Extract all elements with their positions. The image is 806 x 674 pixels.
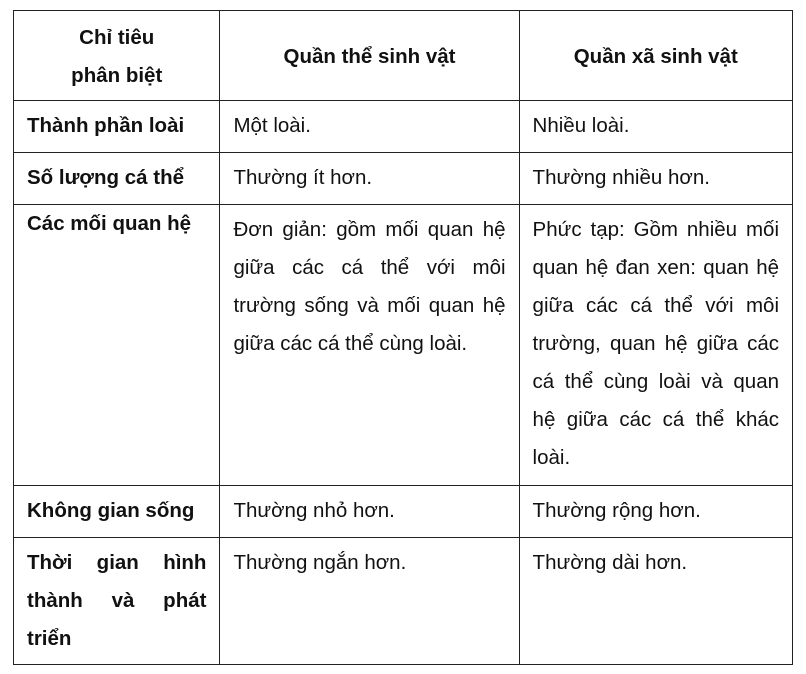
row-community-text: Thường nhiều hơn. (532, 166, 710, 189)
row-community-text: Thường dài hơn. (532, 551, 688, 574)
row-community (519, 153, 792, 205)
table-row (14, 538, 793, 665)
header-row (14, 11, 793, 101)
comparison-table (13, 10, 793, 665)
row-community (519, 101, 792, 153)
header-criteria (14, 11, 220, 101)
row-population (220, 486, 519, 538)
row-population-text: Thường ít hơn. (233, 166, 373, 189)
row-community (519, 486, 792, 538)
row-community-text: Phức tạp: Gồm nhiều mối quan hệ đan xen: quan hệ giữa các cá thể với môi trường, quan hệ giữa các cá thể cùng loài và quan hệ giữa các cá thể khác loài. (532, 218, 779, 469)
row-criterion (14, 486, 220, 538)
header-criteria-line1: Chỉ tiêu (79, 25, 155, 49)
row-community-text: Thường rộng hơn. (532, 499, 701, 522)
row-criterion-text: Thành phần loài (27, 114, 185, 137)
row-criterion-text: Số lượng cá thể (27, 166, 184, 189)
header-criteria-line2: phân biệt (71, 63, 163, 87)
row-population (220, 101, 519, 153)
header-community: Quần xã sinh vật (519, 11, 792, 101)
table-row (14, 153, 793, 205)
row-population-text: Một loài. (233, 114, 311, 137)
row-criterion-text: Thời gian hình thành và phát triển (27, 551, 207, 650)
table-row (14, 486, 793, 538)
row-criterion (14, 205, 220, 486)
row-community-text: Nhiều loài. (532, 114, 630, 137)
row-population (220, 538, 519, 665)
row-criterion-text: Không gian sống (27, 499, 195, 522)
header-population: Quần thể sinh vật (220, 11, 519, 101)
row-population-text: Thường ngắn hơn. (233, 551, 407, 574)
row-community (519, 205, 792, 486)
table-row (14, 101, 793, 153)
row-criterion (14, 153, 220, 205)
row-population (220, 153, 519, 205)
row-population-text: Đơn giản: gồm mối quan hệ giữa các cá thể với môi trường sống và mối quan hệ giữa các cá thể cùng loài. (233, 218, 506, 355)
table-row (14, 205, 793, 486)
row-criterion (14, 538, 220, 665)
row-population (220, 205, 519, 486)
row-criterion-text: Các mối quan hệ (27, 212, 192, 235)
row-criterion (14, 101, 220, 153)
row-population-text: Thường nhỏ hơn. (233, 499, 395, 522)
row-community (519, 538, 792, 665)
